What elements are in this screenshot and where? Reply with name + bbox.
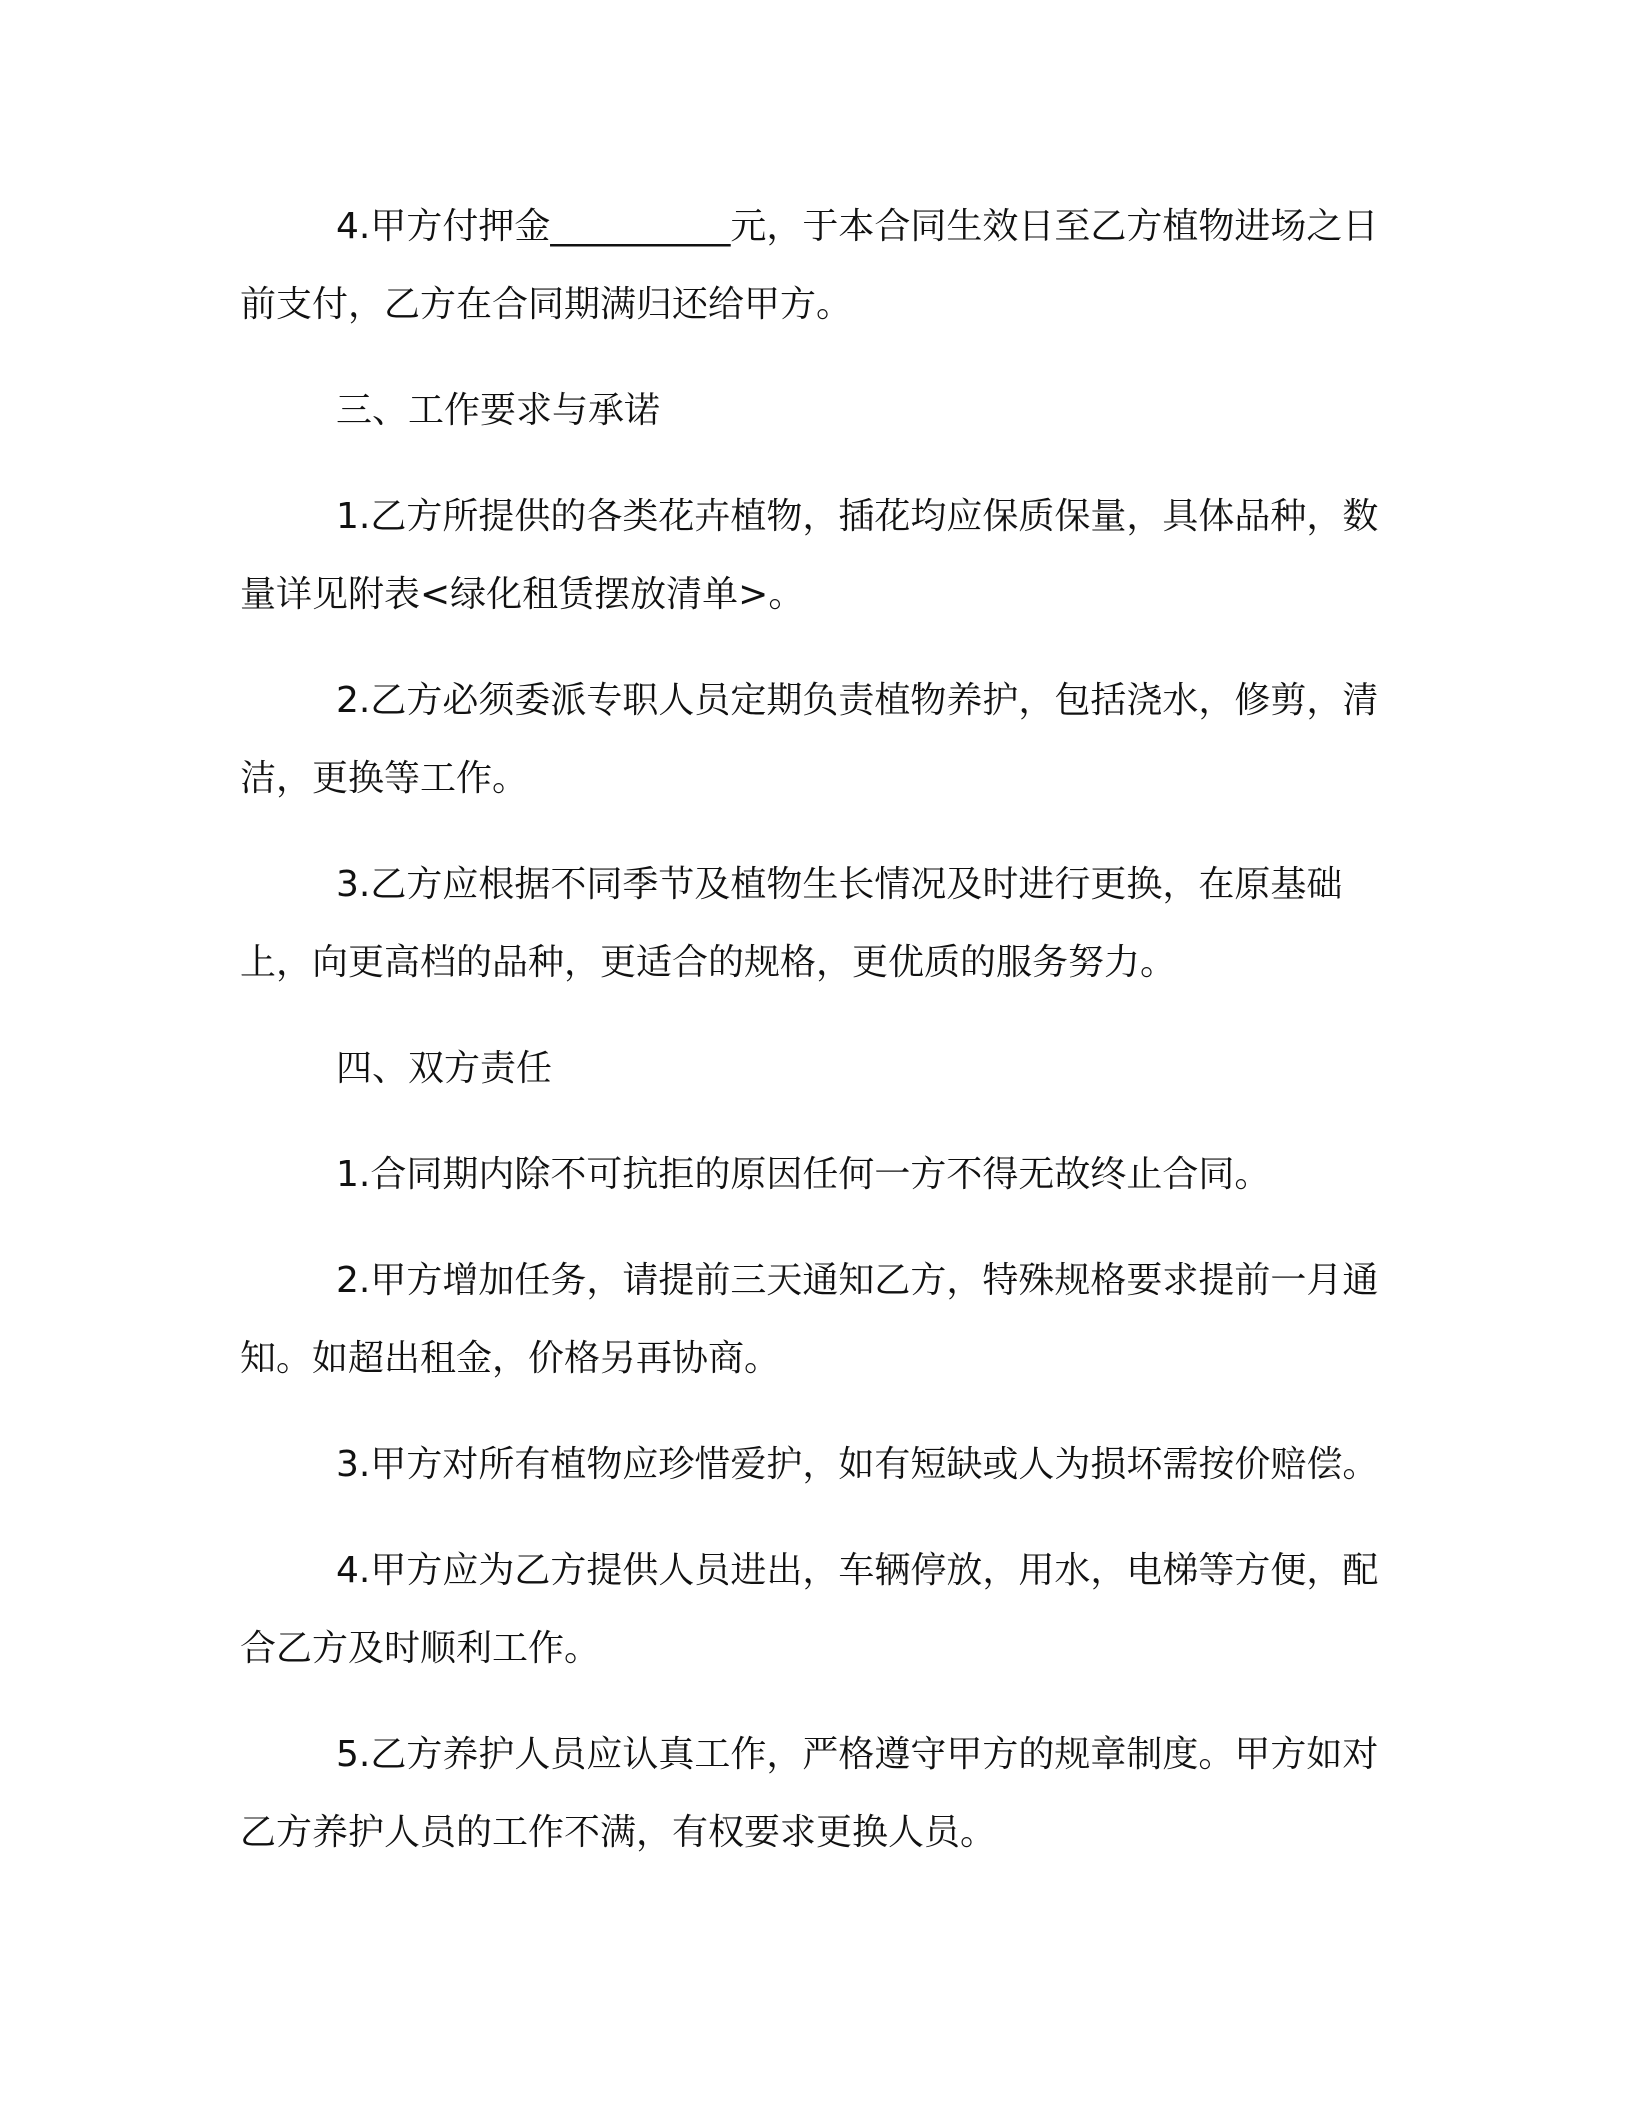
clause-staff-conduct: 5.乙方养护人员应认真工作，严格遵守甲方的规章制度。甲方如对乙方养护人员的工作不满，有权要求更换人员。: [240, 1734, 1379, 1853]
section-heading-responsibilities: 四、双方责任: [336, 1048, 553, 1089]
clause-no-termination: 1.合同期内除不可抗拒的原因任何一方不得无故终止合同。: [336, 1154, 1271, 1195]
clause-access-facilities: 4.甲方应为乙方提供人员进出，车辆停放，用水，电梯等方便，配合乙方及时顺利工作。: [240, 1550, 1379, 1669]
clause-plant-care-compensation: 3.甲方对所有植物应珍惜爱护，如有短缺或人为损坏需按价赔偿。: [336, 1444, 1379, 1485]
clause-plant-quality: 1.乙方所提供的各类花卉植物，插花均应保质保量，具体品种，数量详见附表<绿化租赁摆放清单>。: [240, 496, 1379, 615]
clause-additional-tasks: 2.甲方增加任务，请提前三天通知乙方，特殊规格要求提前一月通知。如超出租金，价格另再协商。: [240, 1260, 1379, 1379]
clause-seasonal-replacement: 3.乙方应根据不同季节及植物生长情况及时进行更换，在原基础上，向更高档的品种，更适合的规格，更优质的服务努力。: [240, 864, 1343, 983]
document-body: [240, 188, 1390, 1872]
clause-deposit: 4.甲方付押金__________元，于本合同生效日至乙方植物进场之日前支付，乙方在合同期满归还给甲方。: [240, 206, 1379, 325]
clause-maintenance-staff: 2.乙方必须委派专职人员定期负责植物养护，包括浇水，修剪，清洁，更换等工作。: [240, 680, 1379, 799]
section-heading-work-requirements: 三、工作要求与承诺: [336, 390, 661, 431]
